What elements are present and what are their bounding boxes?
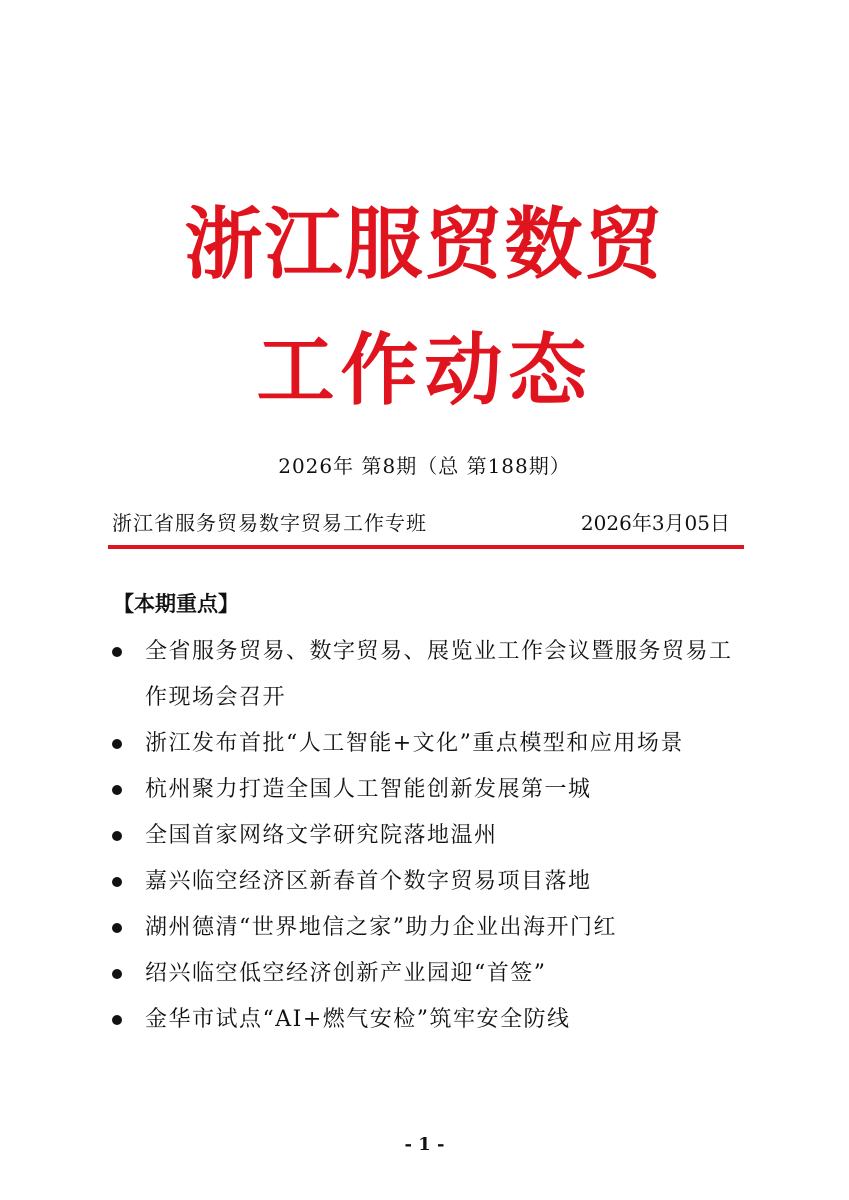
list-item	[110, 997, 750, 1043]
list-item-text: 金华市试点“AI+燃气安检”筑牢安全防线	[145, 1007, 571, 1032]
list-item-text: 浙江发布首批“人工智能+文化”重点模型和应用场景	[145, 731, 684, 756]
bullet-icon	[112, 877, 122, 887]
issue-number: 2026年 第8期（总 第188期）	[278, 454, 571, 478]
highlights-list	[110, 629, 750, 1043]
list-item	[110, 629, 750, 721]
bullet-icon	[112, 1015, 122, 1025]
bullet-icon	[112, 831, 122, 841]
highlights-heading: 【本期重点】	[113, 592, 239, 616]
list-item	[110, 813, 750, 859]
list-item-text: 嘉兴临空经济区新春首个数字贸易项目落地	[145, 869, 592, 894]
publish-date: 2026年3月05日	[580, 511, 730, 535]
list-item	[110, 767, 750, 813]
list-item-text: 全国首家网络文学研究院落地温州	[145, 823, 498, 848]
bullet-icon	[112, 739, 122, 749]
publisher-row	[112, 508, 740, 538]
list-item-text: 湖州德清“世界地信之家”助力企业出海开门红	[145, 915, 617, 940]
list-item	[110, 859, 750, 905]
bullet-icon	[112, 785, 122, 795]
masthead-title-line-1: 浙江服贸数贸	[184, 199, 665, 290]
list-item	[110, 721, 750, 767]
red-divider	[108, 545, 744, 549]
publisher: 浙江省服务贸易数字贸易工作专班	[112, 511, 427, 535]
masthead-title-line-2: 工作动态	[256, 325, 593, 416]
list-item-text: 杭州聚力打造全国人工智能创新发展第一城	[145, 777, 592, 802]
list-item	[110, 951, 750, 997]
page-number: - 1 -	[404, 1134, 445, 1155]
list-item-text: 全省服务贸易、数字贸易、展览业工作会议暨服务贸易工作现场会召开	[145, 639, 733, 710]
list-item	[110, 905, 750, 951]
bullet-icon	[112, 923, 122, 933]
bullet-icon	[112, 969, 122, 979]
list-item-text: 绍兴临空低空经济创新产业园迎“首签”	[145, 961, 547, 986]
bullet-icon	[112, 647, 122, 657]
